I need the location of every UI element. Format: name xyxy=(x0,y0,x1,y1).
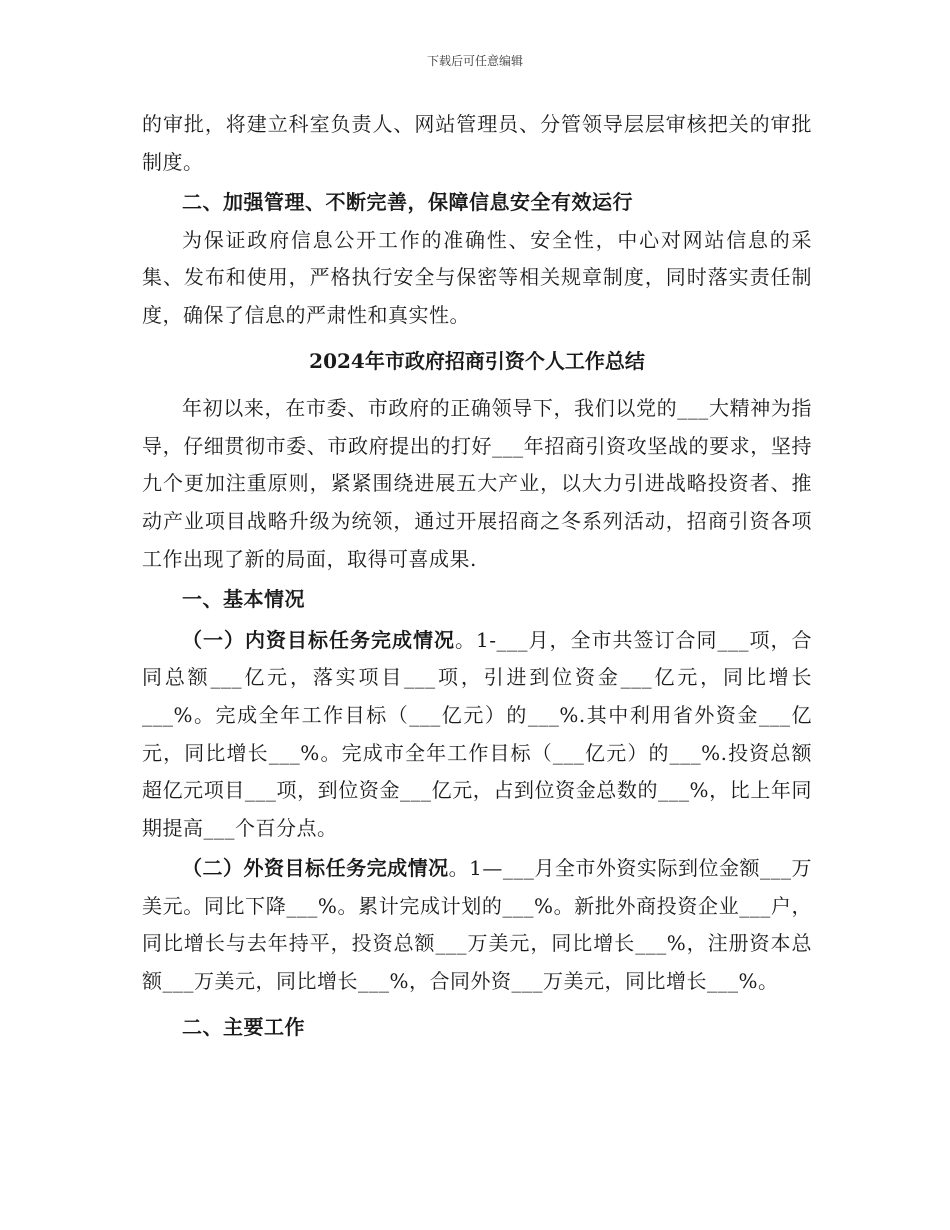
section-heading-management: 二、加强管理、不断完善，保障信息安全有效运行 xyxy=(182,190,633,215)
paragraph-domestic-text: 。1-___月，全市共签订合同___项，合同总额___亿元，落实项目___项，引进到位资金___亿元，同比增长___%。完成全年工作目标（___亿元）的___%.其中利用省外资金___亿元，同比增长___%。完成市全年工作目标（___亿元）的___%.投资总额超亿元项目___项，到位资金___亿元，占到位资金总数的___%，比上年同期提高___个百分点。 xyxy=(142,627,813,840)
paragraph-foreign xyxy=(142,847,812,1000)
paragraph-security: 为保证政府信息公开工作的准确性、安全性，中心对网站信息的采集、发布和使用，严格执行安全与保密等相关规章制度，同时落实责任制度，确保了信息的严肃性和真实性。 xyxy=(142,227,812,327)
paragraph-foreign-lead: （二）外资目标任务完成情况 xyxy=(182,856,449,881)
document-title: 2024年市政府招商引资个人工作总结 xyxy=(309,348,645,373)
paragraph-foreign-text: 。1—___月全市外资实际到位金额___万美元。同比下降___%。累计完成计划的___%。新批外商投资企业___户，同比增长与去年持平，投资总额___万美元，同比增长___%，注册资本总额___万美元，同比增长___%，合同外资___万美元，同比增长___%。 xyxy=(142,856,813,994)
paragraph-approval: 的审批，将建立科室负责人、网站管理员、分管领导层层审核把关的审批制度。 xyxy=(142,112,812,174)
paragraph-domestic-lead: （一）内资目标任务完成情况 xyxy=(182,627,456,652)
paragraph-intro: 年初以来，在市委、市政府的正确领导下，我们以党的___大精神为指导，仔细贯彻市委、市政府提出的打好___年招商引资攻坚战的要求，坚持九个更加注重原则，紧紧围绕进展五大产业，以大力引进战略投资者、推动产业项目战略升级为统领，通过开展招商之冬系列活动，招商引资各项工作出现了新的局面，取得可喜成果. xyxy=(142,396,812,571)
page-header: 下载后可任意编辑 xyxy=(426,54,523,68)
section-heading-basic: 一、基本情况 xyxy=(182,587,305,612)
paragraph-domestic xyxy=(142,619,812,848)
section-heading-main-work: 二、主要工作 xyxy=(182,1014,305,1039)
document-body xyxy=(142,106,812,1046)
